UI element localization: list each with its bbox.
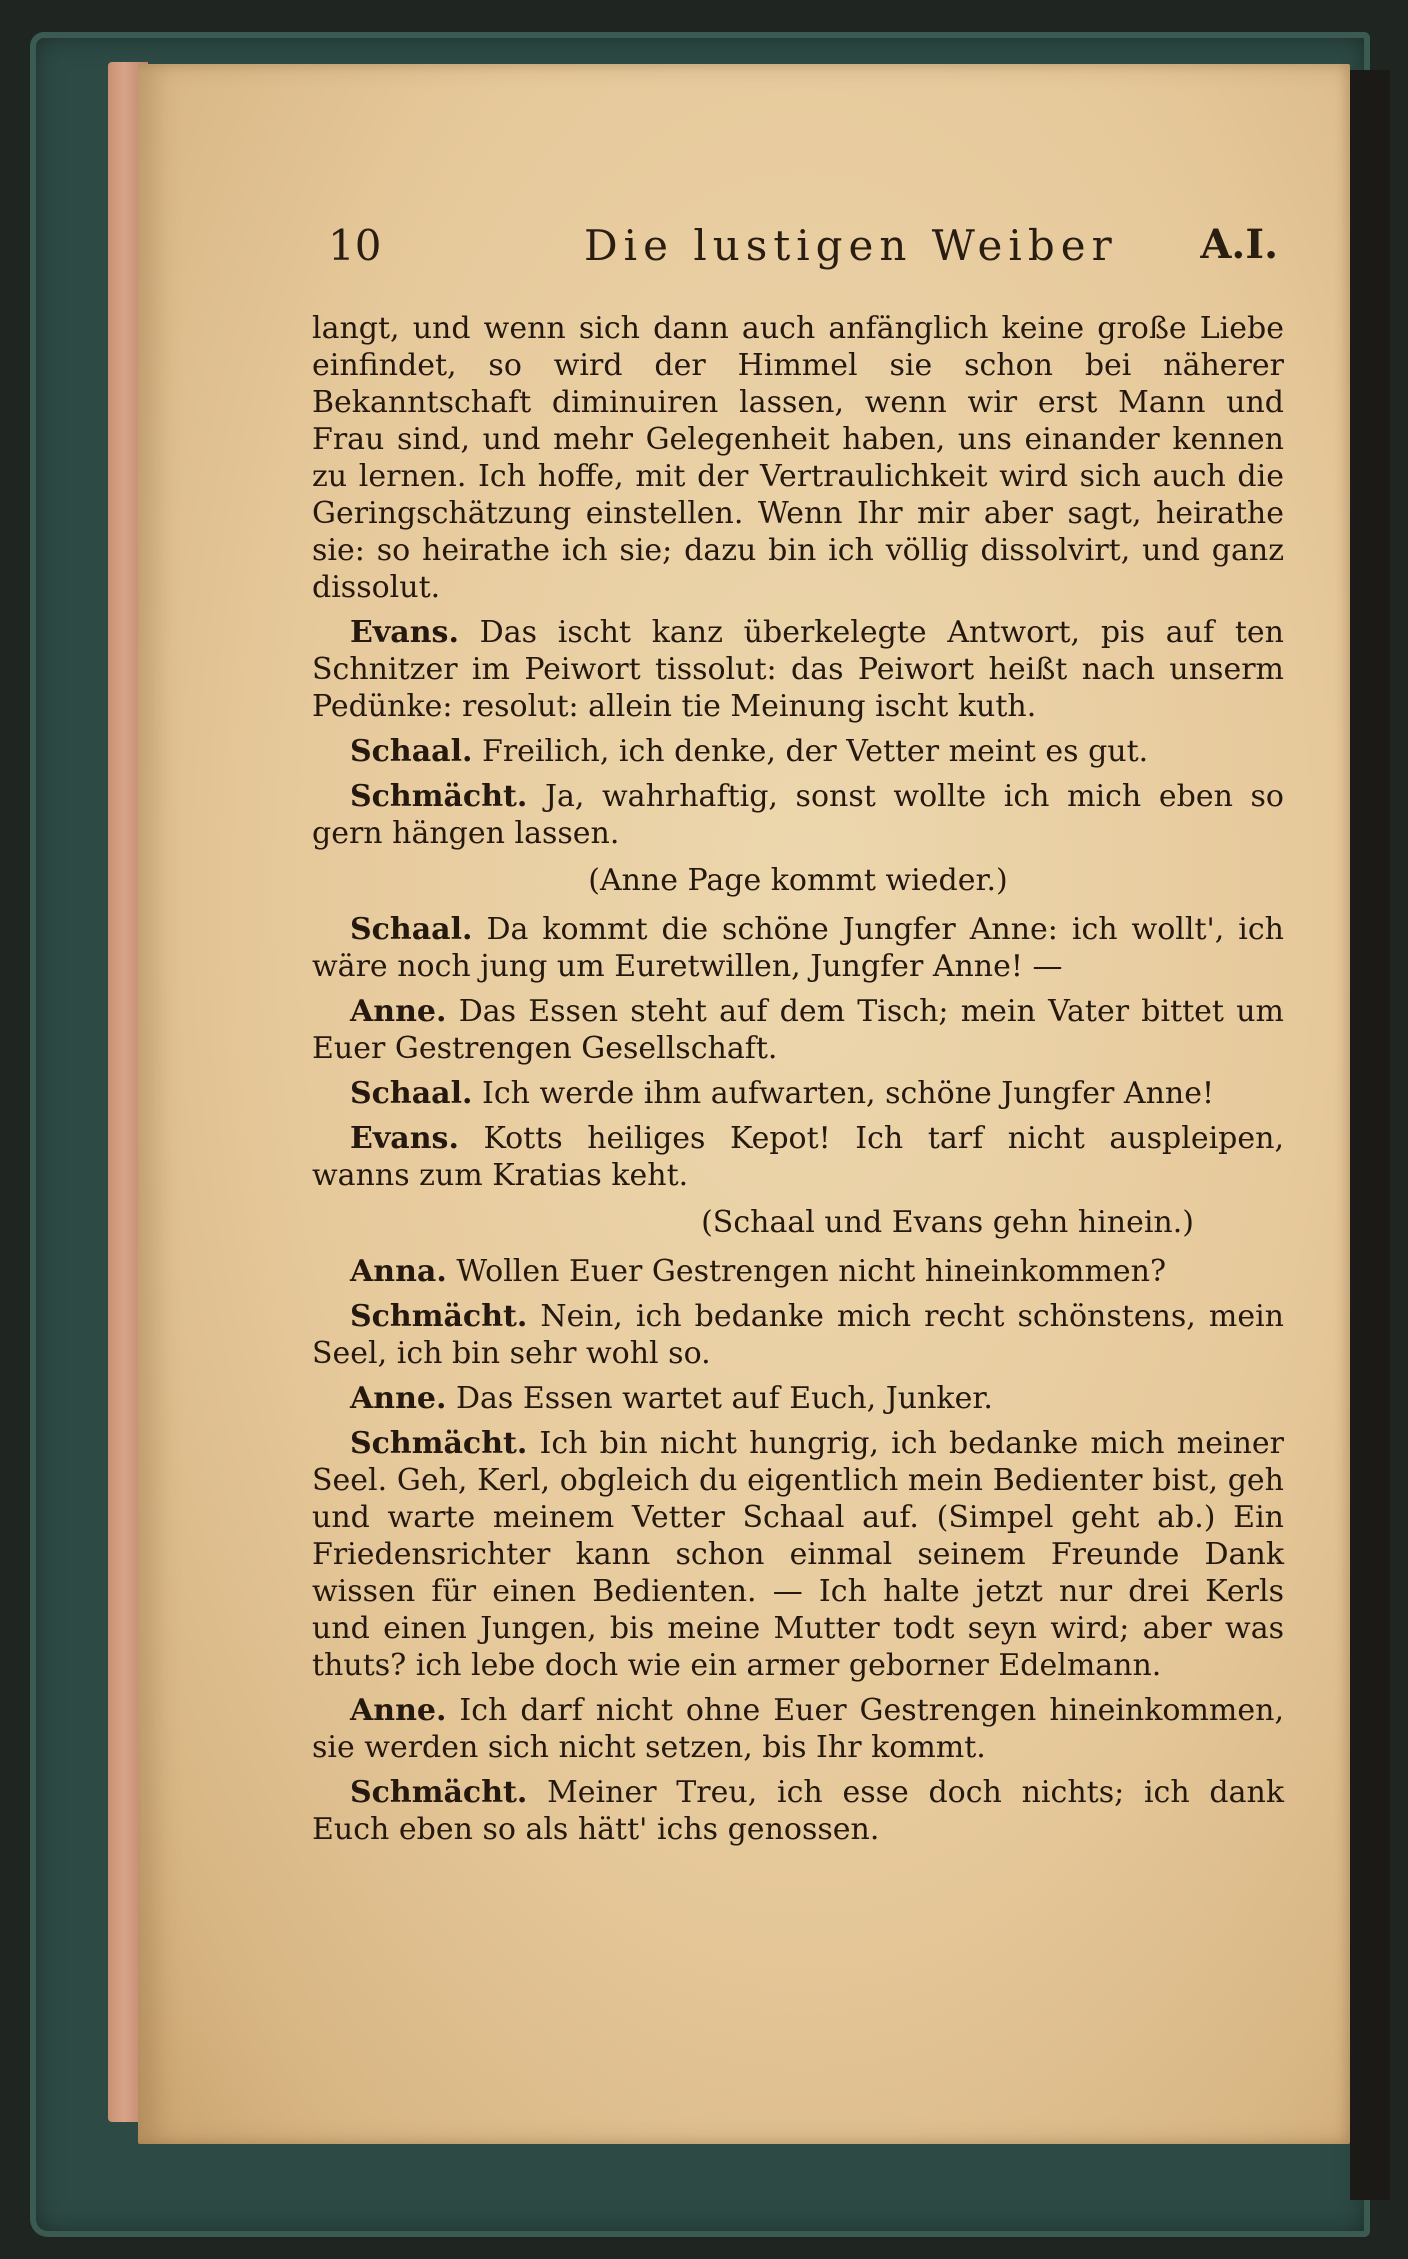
body-text <box>312 310 1284 1856</box>
paragraph: Anne. Das Essen steht auf dem Tisch; mein Vater bittet um Euer Gestrengen Gesellschaft. <box>312 994 1284 1066</box>
paragraph: Schaal. Freilich, ich denke, der Vetter meint es gut. <box>350 734 1149 769</box>
paragraph: Anne. Ich darf nicht ohne Euer Gestrengen hineinkommen, sie werden sich nicht setzen, bis Ihr kommt. <box>312 1693 1284 1765</box>
paragraph: Schmächt. Ja, wahrhaftig, sonst wollte ich mich eben so gern hängen lassen. <box>312 779 1284 851</box>
speaker: Evans. <box>350 1121 459 1156</box>
speaker: Anne. <box>350 1693 447 1728</box>
background-right <box>1350 70 1390 2200</box>
speaker: Schmächt. <box>350 1775 528 1810</box>
running-header <box>322 215 1284 275</box>
speaker: Schaal. <box>350 734 473 769</box>
speaker: Schmächt. <box>350 779 528 814</box>
paragraph: Evans. Kotts heiliges Kepot! Ich tarf nicht auspleipen, wanns zum Kratias keht. <box>312 1121 1284 1193</box>
paragraph: Schmächt. Ich bin nicht hungrig, ich bedanke mich meiner Seel. Geh, Kerl, obgleich du eigentlich mein Bedienter bist, geh und warte meinem Vetter Schaal auf. (Simpel geht ab.) Ein Friedensrichter kann schon einmal seinem Freunde Dank wissen für einen Bedienten. — Ich halte jetzt nur drei Kerls und einen Jungen, bis meine Mutter todt seyn wird; aber was thuts? ich lebe doch wie ein armer geborner Edelmann. <box>312 1426 1284 1683</box>
page-number: 10 <box>328 221 382 270</box>
paragraph: Evans. Das ischt kanz überkelegte Antwort, pis auf ten Schnitzer im Peiwort tissolut: das Peiwort heißt nach unserm Pedünke: resolut: allein tie Meinung ischt kuth. <box>312 615 1284 724</box>
paragraph: Schmächt. Nein, ich bedanke mich recht schönstens, mein Seel, ich bin sehr wohl so. <box>312 1299 1284 1371</box>
stage-direction: (Anne Page kommt wieder.) <box>588 863 1008 898</box>
act-marker: A.I. <box>1200 221 1278 268</box>
speaker: Anne. <box>350 1381 447 1416</box>
running-title: Die lustigen Weiber <box>584 221 1118 270</box>
paragraph: Anna. Wollen Euer Gestrengen nicht hineinkommen? <box>350 1254 1167 1289</box>
paragraph: langt, und wenn sich dann auch anfänglich keine große Liebe einfindet, so wird der Himmel sie schon bei näherer Bekanntschaft diminuiren lassen, wenn wir erst Mann und Frau sind, und mehr Gelegenheit haben, uns einander kennen zu lernen. Ich hoffe, mit der Vertraulichkeit wird sich auch die Geringschätzung einstellen. Wenn Ihr mir aber sagt, heirathe sie: so heirathe ich sie; dazu bin ich völlig dissolvirt, und ganz dissolut. <box>312 311 1284 605</box>
speaker: Schaal. <box>350 912 473 947</box>
speaker: Schmächt. <box>350 1426 528 1461</box>
speaker: Schmächt. <box>350 1299 528 1334</box>
speaker: Anna. <box>350 1254 447 1289</box>
paragraph: Schaal. Da kommt die schöne Jungfer Anne: ich wollt', ich wäre noch jung um Euretwillen, Jungfer Anne! — <box>312 912 1284 984</box>
paragraph: Anne. Das Essen wartet auf Euch, Junker. <box>350 1381 993 1416</box>
speaker: Schaal. <box>350 1076 473 1111</box>
stage-direction: (Schaal und Evans gehn hinein.) <box>701 1205 1194 1240</box>
speaker: Evans. <box>350 615 459 650</box>
paragraph: Schmächt. Meiner Treu, ich esse doch nichts; ich dank Euch eben so als hätt' ichs genossen. <box>312 1775 1284 1847</box>
paragraph: Schaal. Ich werde ihm aufwarten, schöne Jungfer Anne! <box>350 1076 1215 1111</box>
speaker: Anne. <box>350 994 447 1029</box>
